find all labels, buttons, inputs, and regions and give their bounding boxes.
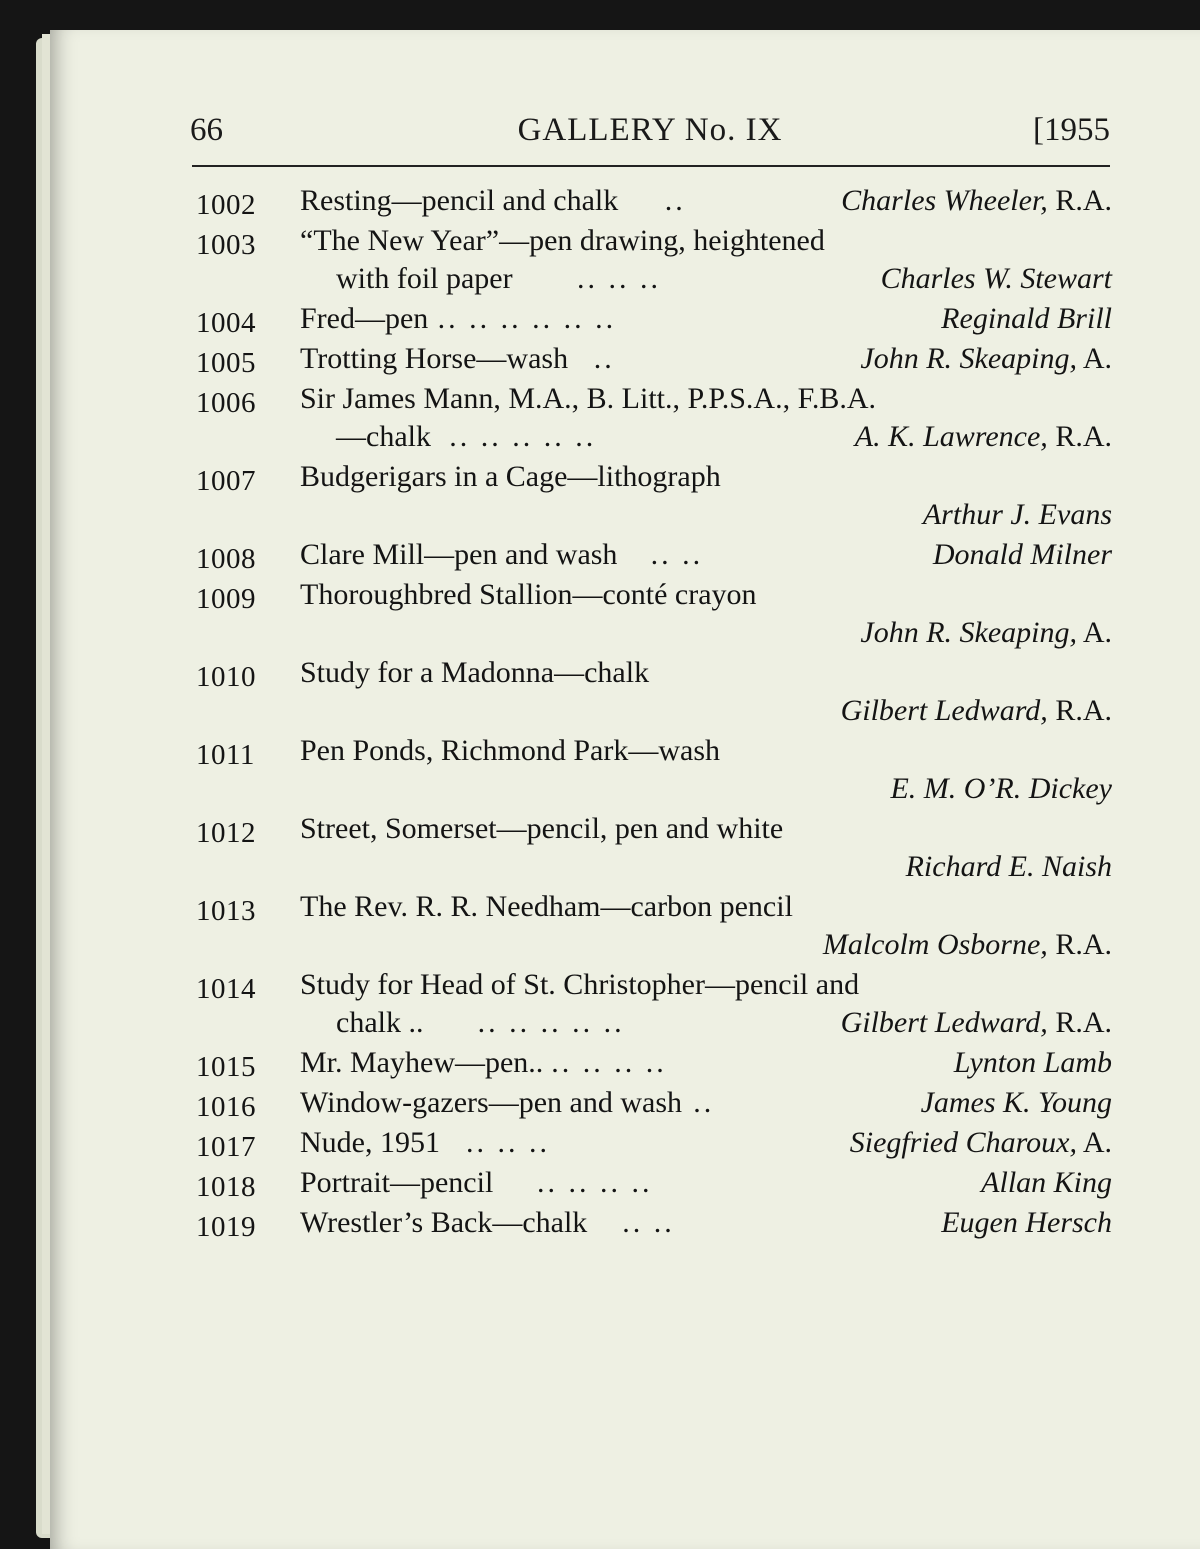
artist-name-italic: A. K. Lawrence, <box>854 420 1048 453</box>
catalogue-number: 1003 <box>196 229 256 261</box>
artist-name-italic: James K. Young <box>920 1086 1112 1119</box>
catalogue-number: 1010 <box>196 661 256 693</box>
catalogue-entry <box>196 810 1112 886</box>
entry-line <box>196 340 1112 378</box>
artwork-title: Clare Mill—pen and wash <box>300 538 618 571</box>
artist-name <box>841 692 1112 730</box>
artwork-title: Fred—pen <box>300 302 429 335</box>
entry-line <box>196 654 1112 692</box>
artwork-title: Street, Somerset—pencil, pen and white <box>300 812 784 845</box>
artwork-title: Sir James Mann, M.A., B. Litt., P.P.S.A., F.B.A. <box>300 382 877 415</box>
artist-name-italic: Allan King <box>981 1166 1112 1199</box>
artist-name-italic: Charles W. Stewart <box>880 262 1112 295</box>
catalogue-entry <box>196 1204 1112 1242</box>
entry-line <box>196 222 1112 260</box>
entry-line <box>196 966 1112 1004</box>
entry-line <box>196 380 1112 418</box>
artwork-title: Nude, 1951 <box>300 1126 440 1159</box>
catalogue-entry <box>196 1124 1112 1162</box>
catalogue-entry <box>196 966 1112 1042</box>
artist-honour: A. <box>1076 342 1112 375</box>
catalogue-number: 1004 <box>196 307 256 339</box>
artist-honour: R.A. <box>1047 420 1112 453</box>
catalogue-number: 1016 <box>196 1091 256 1123</box>
dot-leaders: .. .. .. .. <box>551 1046 667 1079</box>
artist-line <box>196 614 1112 652</box>
entry-line <box>196 732 1112 770</box>
catalogue-number: 1012 <box>196 817 256 849</box>
catalogue-entries <box>196 182 1112 1244</box>
artist-name-italic: Gilbert Ledward, <box>840 1006 1048 1039</box>
artist-name-italic: E. M. O’R. Dickey <box>890 772 1112 805</box>
artist-line <box>196 692 1112 730</box>
artist-name-italic: Siegfried Charoux, <box>849 1126 1077 1159</box>
dot-leaders: .. .. <box>650 538 704 571</box>
artist-name <box>855 418 1112 456</box>
catalogue-number: 1005 <box>196 347 256 379</box>
catalogue-entry <box>196 1044 1112 1082</box>
artist-name <box>841 1004 1112 1042</box>
artist-name <box>933 536 1112 574</box>
artist-name-italic: Reginald Brill <box>941 302 1112 335</box>
entry-line-continued <box>196 260 1112 298</box>
catalogue-entry <box>196 536 1112 574</box>
entry-line <box>196 810 1112 848</box>
dot-leaders: .. <box>693 1086 715 1119</box>
artwork-title: Study for a Madonna—chalk <box>300 656 650 689</box>
artist-name <box>850 1124 1112 1162</box>
catalogue-number: 1019 <box>196 1211 256 1243</box>
entry-line-continued <box>196 418 1112 456</box>
dot-leaders: .. .. .. .. .. <box>449 420 597 453</box>
artist-name <box>841 182 1112 220</box>
entry-line <box>196 1204 1112 1242</box>
catalogue-entry <box>196 222 1112 298</box>
running-header <box>190 112 1110 156</box>
artist-line <box>196 926 1112 964</box>
artist-name <box>881 260 1112 298</box>
dot-leaders: .. .. .. .. <box>537 1166 653 1199</box>
gallery-title: GALLERY No. IX <box>517 112 783 148</box>
artwork-title-continued: chalk .. <box>336 1006 424 1039</box>
artist-name-italic: Lynton Lamb <box>953 1046 1112 1079</box>
artist-name <box>860 614 1112 652</box>
dot-leaders: .. .. .. .. .. .. <box>437 302 617 335</box>
artist-name-italic: Malcolm Osborne, <box>822 928 1048 961</box>
artwork-title: Window-gazers—pen and wash <box>300 1086 683 1119</box>
artist-name <box>941 300 1112 338</box>
entry-line <box>196 458 1112 496</box>
artist-line <box>196 496 1112 534</box>
artwork-title: Trotting Horse—wash <box>300 342 569 375</box>
entry-line-continued <box>196 1004 1112 1042</box>
catalogue-number: 1011 <box>196 739 255 771</box>
artwork-title: The Rev. R. R. Needham—carbon pencil <box>300 890 793 923</box>
artist-name-italic: Donald Milner <box>932 538 1112 571</box>
artist-honour: R.A. <box>1047 928 1112 961</box>
artist-line <box>196 770 1112 808</box>
artwork-title-continued: —chalk <box>336 420 431 453</box>
artist-name <box>981 1164 1112 1202</box>
artwork-title-continued: with foil paper <box>336 262 513 295</box>
entry-line <box>196 1084 1112 1122</box>
entry-line <box>196 1124 1112 1162</box>
artist-name <box>921 1084 1112 1122</box>
catalogue-entry <box>196 340 1112 378</box>
catalogue-number: 1008 <box>196 543 256 575</box>
artwork-title: Portrait—pencil <box>300 1166 494 1199</box>
header-rule <box>192 165 1110 167</box>
dot-leaders: .. <box>593 342 615 375</box>
entry-line <box>196 888 1112 926</box>
catalogue-entry <box>196 380 1112 456</box>
catalogue-entry <box>196 888 1112 964</box>
artist-honour: R.A. <box>1047 694 1112 727</box>
artwork-title: Mr. Mayhew—pen.. <box>300 1046 544 1079</box>
catalogue-entry <box>196 654 1112 730</box>
entry-line <box>196 576 1112 614</box>
artist-name <box>890 770 1112 808</box>
artist-name <box>941 1204 1112 1242</box>
artwork-title: Budgerigars in a Cage—lithograph <box>300 460 721 493</box>
year-marker: [1955 <box>1033 112 1110 148</box>
artist-name-italic: John R. Skeaping, <box>860 616 1077 649</box>
artist-honour: R.A. <box>1047 184 1112 217</box>
catalogue-number: 1017 <box>196 1131 256 1163</box>
catalogue-number: 1007 <box>196 465 256 497</box>
artist-name-italic: Richard E. Naish <box>905 850 1112 883</box>
entry-line <box>196 1164 1112 1202</box>
catalogue-number: 1009 <box>196 583 256 615</box>
artist-line <box>196 848 1112 886</box>
entry-line <box>196 536 1112 574</box>
artwork-title: Wrestler’s Back—chalk <box>300 1206 588 1239</box>
artist-name-italic: Gilbert Ledward, <box>840 694 1048 727</box>
artwork-title: Thoroughbred Stallion—conté crayon <box>300 578 757 611</box>
artist-name-italic: Charles Wheeler, <box>841 184 1048 217</box>
entry-line <box>196 1044 1112 1082</box>
catalogue-number: 1014 <box>196 973 256 1005</box>
page-number: 66 <box>190 112 223 148</box>
artwork-title: Study for Head of St. Christopher—pencil and <box>300 968 860 1001</box>
artwork-title: Resting—pencil and chalk <box>300 184 619 217</box>
artist-name <box>923 496 1112 534</box>
artist-name <box>860 340 1112 378</box>
artist-name <box>954 1044 1112 1082</box>
catalogue-entry <box>196 1084 1112 1122</box>
artist-name-italic: Eugen Hersch <box>941 1206 1112 1239</box>
dot-leaders: .. .. .. <box>466 1126 550 1159</box>
artist-honour: A. <box>1076 616 1112 649</box>
artist-name <box>823 926 1112 964</box>
artist-honour: A. <box>1076 1126 1112 1159</box>
artist-honour: R.A. <box>1047 1006 1112 1039</box>
catalogue-entry <box>196 300 1112 338</box>
catalogue-entry <box>196 576 1112 652</box>
artwork-title: “The New Year”—pen drawing, heightened <box>300 224 825 257</box>
dot-leaders: .. .. <box>622 1206 675 1239</box>
artwork-title: Pen Ponds, Richmond Park—wash <box>300 734 720 767</box>
catalogue-number: 1015 <box>196 1051 256 1083</box>
catalogue-number: 1013 <box>196 895 256 927</box>
entry-line <box>196 182 1112 220</box>
entry-line <box>196 300 1112 338</box>
artist-name <box>906 848 1112 886</box>
catalogue-number: 1002 <box>196 189 256 221</box>
dot-leaders: .. <box>664 184 686 217</box>
artist-name-italic: John R. Skeaping, <box>860 342 1077 375</box>
catalogue-number: 1018 <box>196 1171 256 1203</box>
catalogue-entry <box>196 1164 1112 1202</box>
artist-name-italic: Arthur J. Evans <box>922 498 1112 531</box>
catalogue-entry <box>196 458 1112 534</box>
catalogue-number: 1006 <box>196 387 256 419</box>
dot-leaders: .. .. .. .. .. <box>477 1006 625 1039</box>
catalogue-entry <box>196 182 1112 220</box>
catalogue-entry <box>196 732 1112 808</box>
dot-leaders: .. .. .. <box>577 262 661 295</box>
